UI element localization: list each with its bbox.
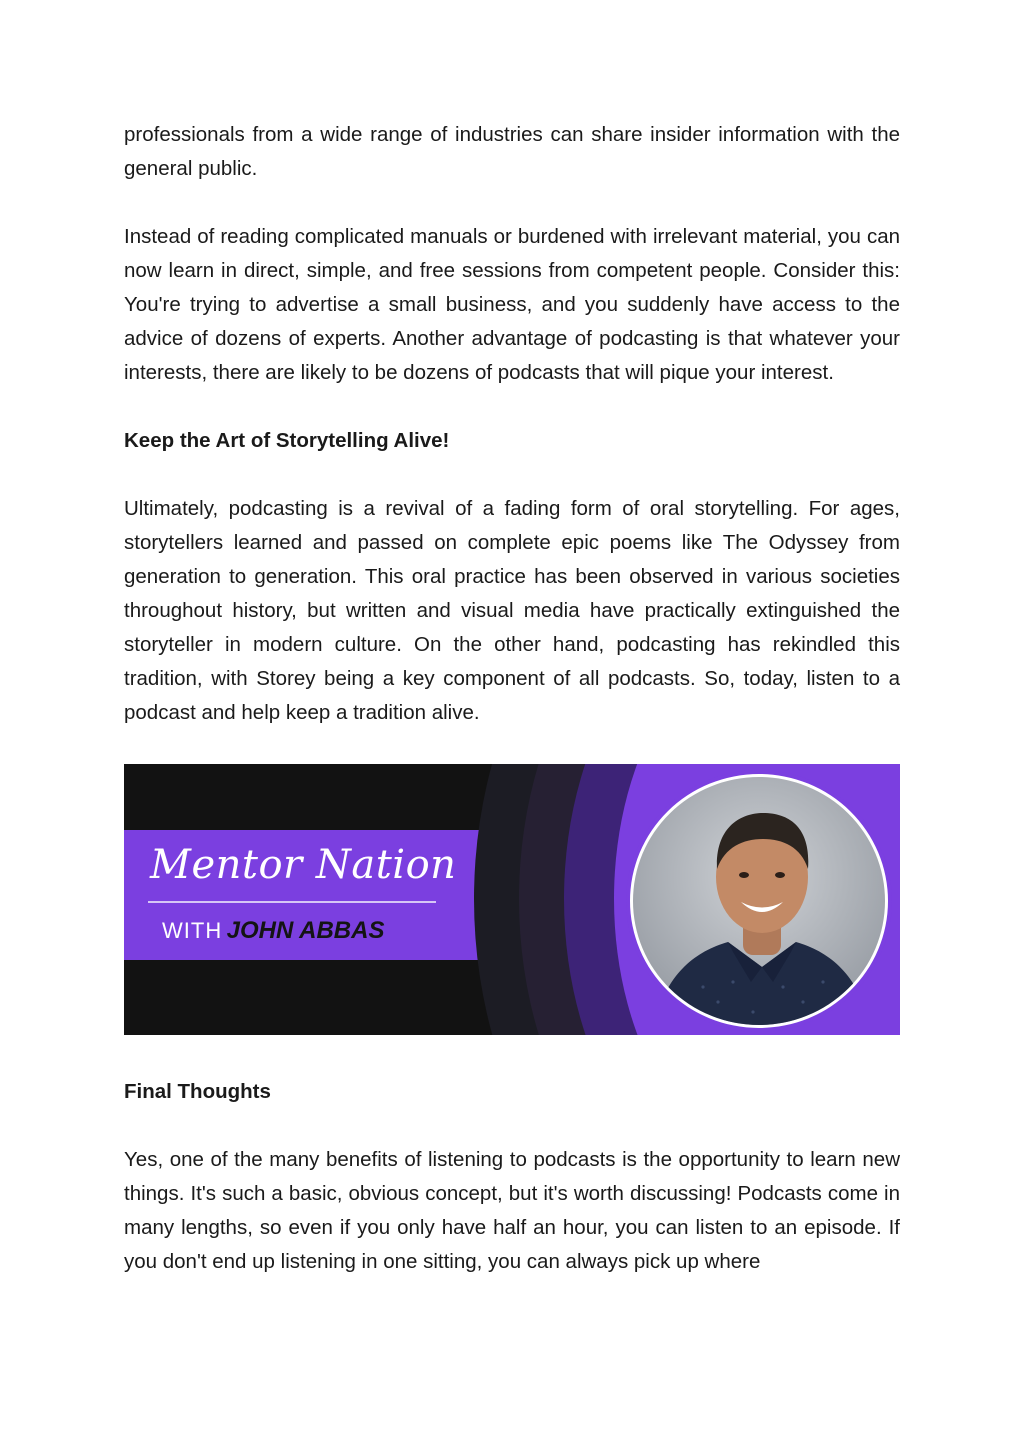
paragraph-learning: Instead of reading complicated manuals or burdened with irrelevant material, you can now learn in direct, simple, and free sessions from competent people. Consider this: You're trying to advertise a small business, and you suddenly have access to the advice of dozens of experts. Another advantage of podcasting is that whatever your interests, there are likely to be dozens of podcasts that will pique your interest. (124, 225, 900, 384)
host-portrait-icon (633, 777, 888, 1028)
heading-final-thoughts: Final Thoughts (124, 1080, 271, 1103)
podcast-banner-image (124, 764, 900, 1035)
banner-with-label: WITH (162, 918, 223, 943)
document-page (124, 118, 900, 1279)
host-portrait-photo (630, 774, 888, 1028)
paragraph-storytelling: Ultimately, podcasting is a revival of a fading form of oral storytelling. For ages, storytellers learned and passed on complete epic poems like The Odyssey from generation to generation. This oral practice has been observed in various societies throughout history, but written and visual media have practically extinguished the storyteller in modern culture. On the other hand, podcasting has rekindled this tradition, with Storey being a key component of all podcasts. So, today, listen to a podcast and help keep a tradition alive. (124, 497, 900, 724)
heading-storytelling: Keep the Art of Storytelling Alive! (124, 429, 450, 452)
banner-host-name: JOHN ABBAS (226, 917, 385, 944)
banner-divider (148, 901, 436, 903)
banner-title: Mentor Nation (150, 842, 457, 888)
banner-subtitle (162, 917, 384, 945)
paragraph-final: Yes, one of the many benefits of listening to podcasts is the opportunity to learn new things. It's such a basic, obvious concept, but it's worth discussing! Podcasts come in many lengths, so even if you only have half an hour, you can listen to an episode. If you don't end up listening in one sitting, you can always pick up where (124, 1148, 900, 1273)
paragraph-intro: professionals from a wide range of industries can share insider information with the general public. (124, 123, 900, 180)
